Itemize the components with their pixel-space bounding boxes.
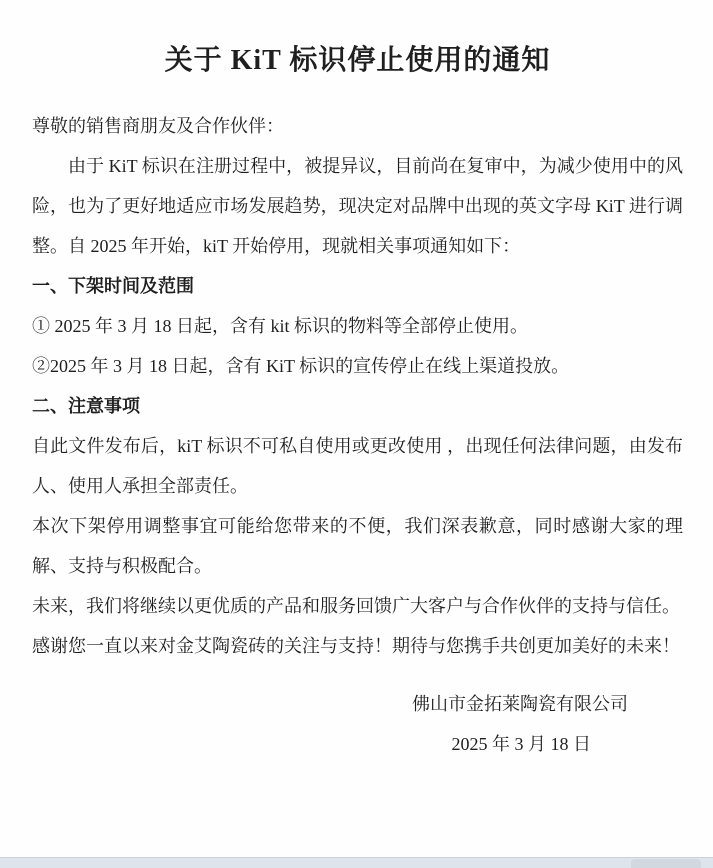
section2-paragraph-2: 本次下架停用调整事宜可能给您带来的不便，我们深表歉意，同时感谢大家的理解、支持与积极配合。 — [32, 516, 683, 576]
taskbar-edge — [0, 857, 713, 868]
section1-item-2: ②2025 年 3 月 18 日起，含有 KiT 标识的宣传停止在线上渠道投放。 — [32, 356, 570, 376]
section1-item-1: ① 2025 年 3 月 18 日起，含有 kit 标识的物料等全部停止使用。 — [32, 316, 528, 336]
intro-paragraph: 由于 KiT 标识在注册过程中，被提异议，目前尚在复审中，为减少使用中的风险，也为了更好地适应市场发展趋势，现决定对品牌中出现的英文字母 KiT 进行调整。自 2025 年开始，kiT 开始停用，现就相关事项通知如下： — [32, 156, 683, 256]
signature-date: 2025 年 3 月 18 日 — [451, 734, 591, 754]
document-body — [0, 42, 713, 764]
signature-company: 佛山市金拓莱陶瓷有限公司 — [412, 694, 628, 714]
section1-heading: 一、下架时间及范围 — [32, 276, 194, 296]
taskbar-edge-highlight — [631, 859, 701, 868]
section2-paragraph-1: 自此文件发布后，kiT 标识不可私自使用或更改使用 ，出现任何法律问题，由发布人、使用人承担全部责任。 — [32, 436, 683, 496]
signature-block — [32, 684, 683, 764]
document-title: 关于 KiT 标识停止使用的通知 — [164, 45, 551, 76]
greeting-line: 尊敬的销售商朋友及合作伙伴： — [32, 116, 284, 136]
section2-paragraph-4: 感谢您一直以来对金艾陶瓷砖的关注与支持！期待与您携手共创更加美好的未来！ — [32, 636, 680, 656]
section2-heading: 二、注意事项 — [32, 396, 140, 416]
section2-paragraph-3: 未来，我们将继续以更优质的产品和服务回馈广大客户与合作伙伴的支持与信任。 — [32, 596, 680, 616]
